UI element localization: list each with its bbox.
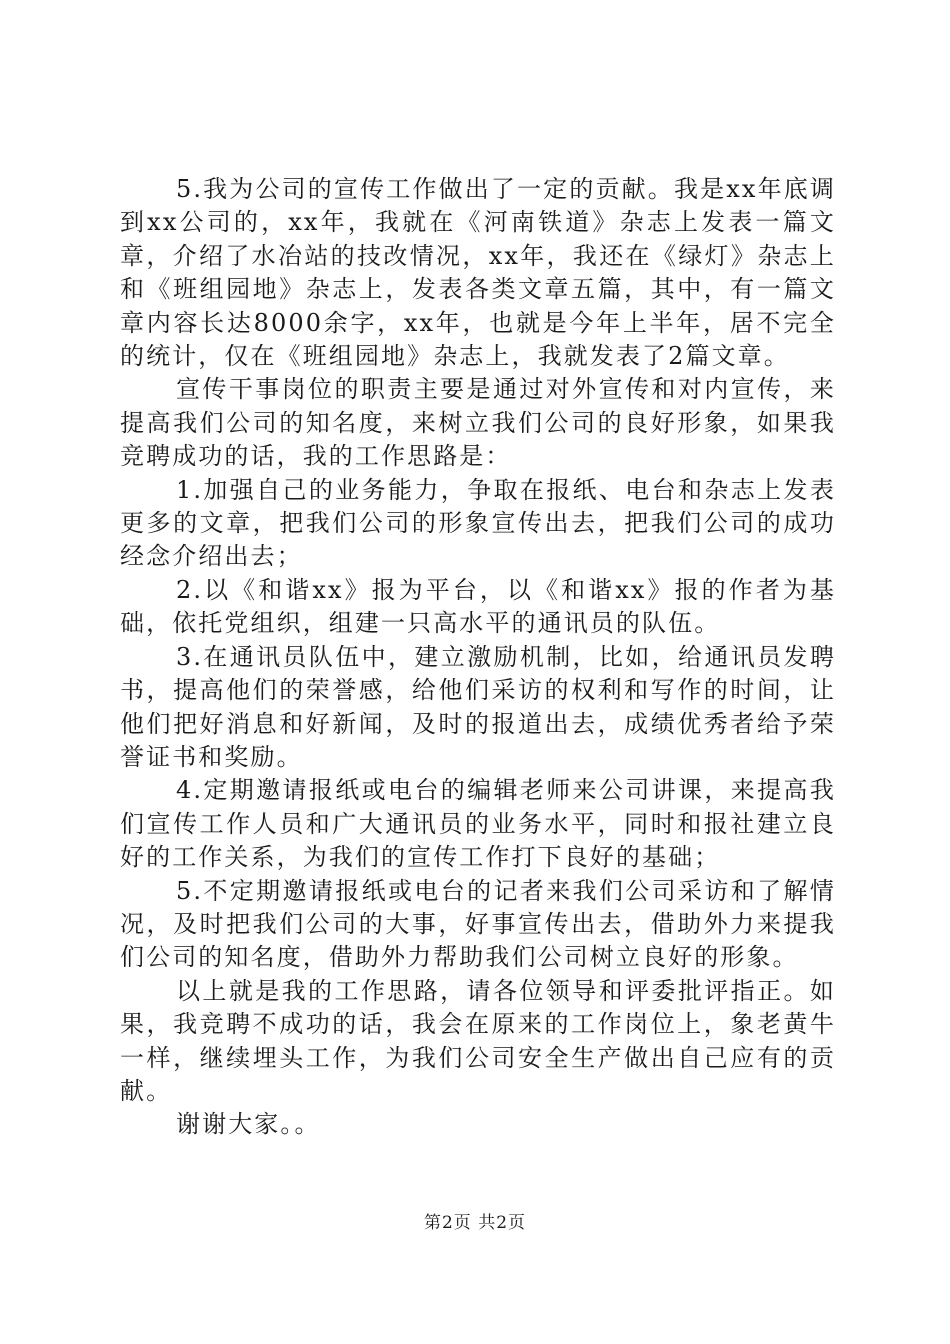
paragraph-plan-1: 1.加强自己的业务能力，争取在报纸、电台和杂志上发表更多的文章，把我们公司的形象宣传出去，把我们公司的成功经念介绍出去； [120, 475, 836, 571]
paragraph-plan-5: 5.不定期邀请报纸或电台的记者来我们公司采访和了解情况，及时把我们公司的大事，好事宣传出去，借助外力来提我们公司的知名度，借助外力帮助我们公司树立良好的形象。 [120, 876, 836, 972]
paragraph-closing: 以上就是我的工作思路，请各位领导和评委批评指正。如果，我竞聘不成功的话，我会在原来的工作岗位上，象老黄牛一样，继续埋头工作，为我们公司安全生产做出自己应有的贡献。 [120, 976, 836, 1105]
paragraph-contribution: 5.我为公司的宣传工作做出了一定的贡献。我是xx年底调到xx公司的，xx年，我就在《河南铁道》杂志上发表一篇文章，介绍了水冶站的技改情况，xx年，我还在《绿灯》杂志上和《班组园地》杂志上，发表各类文章五篇，其中，有一篇文章内容长达8000余字，xx年，也就是今年上半年，居不完全的统计，仅在《班组园地》杂志上，我就发表了2篇文章。 [120, 175, 836, 371]
document-body [120, 173, 836, 1142]
paragraph-plan-4: 4.定期邀请报纸或电台的编辑老师来公司讲课，来提高我们宣传工作人员和广大通讯员的业务水平，同时和报社建立良好的工作关系，为我们的宣传工作打下良好的基础； [120, 776, 836, 872]
page-footer: 第2页 共2页 [423, 1213, 527, 1233]
paragraph-thanks: 谢谢大家。。 [176, 1110, 321, 1139]
paragraph-plan-2: 2.以《和谐xx》报为平台，以《和谐xx》报的作者为基础，依托党组织，组建一只高水平的通讯员的队伍。 [120, 575, 836, 638]
paragraph-plan-3: 3.在通讯员队伍中，建立激励机制，比如，给通讯员发聘书，提高他们的荣誉感，给他们采访的权利和写作的时间，让他们把好消息和好新闻，及时的报道出去，成绩优秀者给予荣誉证书和奖励。 [120, 642, 836, 771]
paragraph-duties: 宣传干事岗位的职责主要是通过对外宣传和对内宣传，来提高我们公司的知名度，来树立我们公司的良好形象，如果我竞聘成功的话，我的工作思路是： [120, 375, 836, 471]
